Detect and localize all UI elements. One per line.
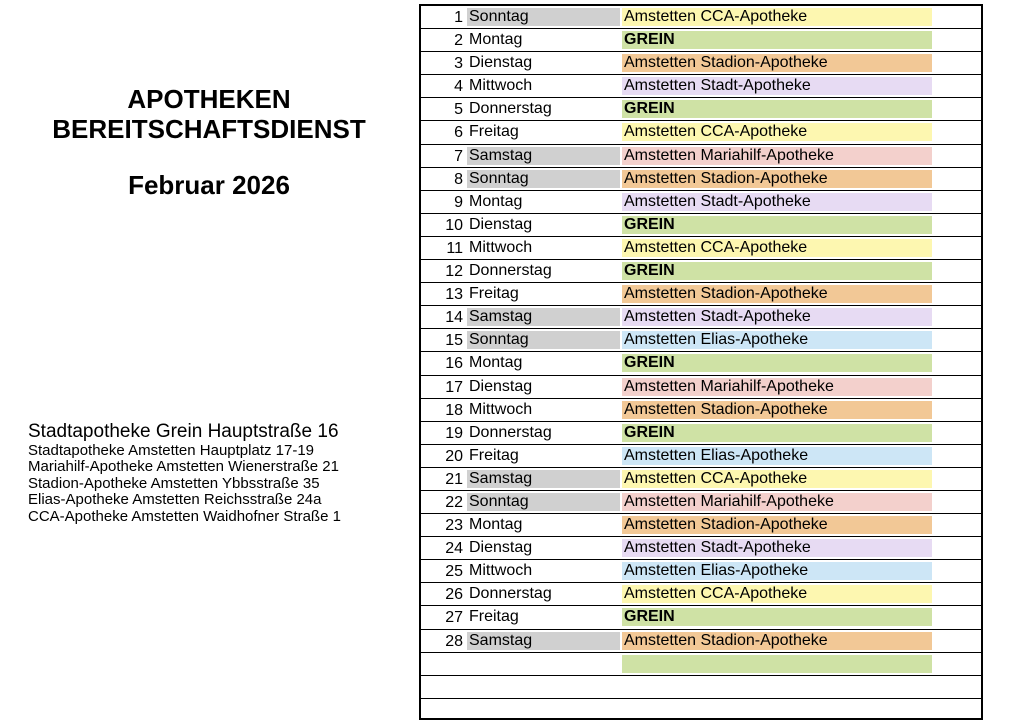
address-line: Mariahilf-Apotheke Amstetten Wienerstraße 21 — [28, 458, 339, 476]
pharmacy-cell: Amstetten Stadt-Apotheke — [622, 77, 932, 95]
schedule-row — [421, 306, 981, 329]
pharmacy-cell: Amstetten Stadt-Apotheke — [622, 308, 932, 326]
schedule-row — [421, 491, 981, 514]
pharmacy-cell — [622, 655, 932, 673]
month-heading: Februar 2026 — [128, 170, 290, 200]
day-number: 24 — [445, 540, 463, 558]
day-number: 15 — [445, 332, 463, 350]
day-number: 13 — [445, 286, 463, 304]
pharmacy-cell: Amstetten Stadion-Apotheke — [622, 54, 932, 72]
schedule-row — [421, 676, 981, 699]
day-number: 14 — [445, 309, 463, 327]
day-number: 6 — [454, 124, 463, 142]
title-line-2: BEREITSCHAFTSDIENST — [52, 114, 366, 144]
weekday-cell: Sonntag — [467, 8, 620, 26]
weekday-cell: Montag — [469, 516, 523, 534]
weekday-cell: Sonntag — [467, 493, 620, 511]
weekday-cell: Sonntag — [467, 331, 620, 349]
weekday-cell: Mittwoch — [469, 562, 533, 580]
day-number: 19 — [445, 424, 463, 442]
weekday-cell: Mittwoch — [469, 400, 533, 418]
schedule-row — [421, 145, 981, 168]
weekday-cell: Samstag — [467, 147, 620, 165]
pharmacy-cell: Amstetten Mariahilf-Apotheke — [622, 493, 932, 511]
day-number: 17 — [445, 378, 463, 396]
day-number: 9 — [454, 193, 463, 211]
pharmacy-cell: Amstetten Stadion-Apotheke — [622, 285, 932, 303]
day-number: 26 — [445, 586, 463, 604]
pharmacy-cell: GREIN — [622, 354, 932, 372]
weekday-cell: Freitag — [469, 123, 519, 141]
day-number: 3 — [454, 55, 463, 73]
weekday-cell: Montag — [469, 192, 523, 210]
pharmacy-cell: Amstetten Mariahilf-Apotheke — [622, 378, 932, 396]
day-number: 22 — [445, 493, 463, 511]
pharmacy-cell: Amstetten Elias-Apotheke — [622, 447, 932, 465]
schedule-row — [421, 283, 981, 306]
day-number: 11 — [446, 239, 463, 257]
weekday-cell: Freitag — [469, 285, 519, 303]
address-line: Stadtapotheke Amstetten Hauptplatz 17-19 — [28, 442, 315, 459]
pharmacy-cell: Amstetten Stadion-Apotheke — [622, 516, 932, 534]
schedule-row — [421, 699, 981, 720]
pharmacy-cell: Amstetten CCA-Apotheke — [622, 470, 932, 488]
schedule-row — [421, 560, 981, 583]
pharmacy-cell: Amstetten Stadt-Apotheke — [622, 193, 932, 211]
day-number: 23 — [445, 517, 463, 535]
schedule-row — [421, 29, 981, 52]
day-number: 7 — [454, 147, 463, 165]
schedule-row — [421, 514, 981, 537]
day-number: 1 — [454, 9, 463, 26]
pharmacy-cell: Amstetten Elias-Apotheke — [622, 331, 932, 349]
schedule-row — [421, 237, 981, 260]
address-line: Stadion-Apotheke Amstetten Ybbsstraße 35 — [28, 474, 320, 492]
title-line-1: APOTHEKEN — [127, 84, 291, 114]
weekday-cell: Sonntag — [467, 170, 620, 188]
pharmacy-cell: Amstetten CCA-Apotheke — [622, 123, 932, 141]
day-number: 5 — [454, 101, 463, 119]
pharmacy-cell: GREIN — [622, 31, 932, 49]
schedule-row — [421, 352, 981, 375]
pharmacy-cell — [622, 678, 932, 696]
weekday-cell: Dienstag — [469, 539, 533, 557]
pharmacy-cell: GREIN — [622, 100, 932, 118]
pharmacy-cell — [622, 701, 932, 719]
pharmacy-cell: GREIN — [622, 424, 932, 442]
pharmacy-cell: Amstetten Mariahilf-Apotheke — [622, 147, 932, 165]
schedule-row — [421, 399, 981, 422]
weekday-cell: Donnerstag — [469, 423, 552, 441]
schedule-row — [421, 537, 981, 560]
weekday-cell — [467, 701, 620, 719]
pharmacy-cell: Amstetten Stadion-Apotheke — [622, 170, 932, 188]
schedule-row — [421, 52, 981, 75]
weekday-cell: Samstag — [467, 308, 620, 326]
day-number: 27 — [445, 609, 463, 627]
schedule-row — [421, 376, 981, 399]
weekday-cell — [467, 655, 620, 673]
day-number: 16 — [445, 355, 463, 373]
pharmacy-cell: GREIN — [622, 216, 932, 234]
schedule-row — [421, 630, 981, 653]
schedule-row — [421, 329, 981, 352]
weekday-cell: Donnerstag — [469, 585, 552, 603]
weekday-cell: Dienstag — [469, 215, 533, 233]
day-number: 4 — [454, 78, 463, 96]
schedule-row — [421, 606, 981, 629]
weekday-cell: Dienstag — [469, 54, 533, 72]
schedule-row — [421, 214, 981, 237]
schedule-row — [421, 422, 981, 445]
schedule-row — [421, 121, 981, 144]
pharmacy-cell: GREIN — [622, 608, 932, 626]
weekday-cell: Donnerstag — [469, 262, 552, 280]
day-number: 2 — [454, 32, 463, 50]
schedule-row — [421, 75, 981, 98]
page-title — [24, 84, 394, 144]
schedule-row — [421, 191, 981, 214]
weekday-cell: Samstag — [467, 470, 620, 488]
schedule-row — [421, 168, 981, 191]
schedule-row — [421, 445, 981, 468]
day-number: 12 — [445, 263, 463, 281]
schedule-row — [421, 98, 981, 121]
weekday-cell: Montag — [469, 31, 523, 49]
pharmacy-cell: Amstetten CCA-Apotheke — [622, 239, 932, 257]
weekday-cell: Donnerstag — [469, 100, 552, 118]
weekday-cell: Mittwoch — [469, 77, 533, 95]
schedule-row — [421, 260, 981, 283]
day-number: 28 — [445, 632, 463, 650]
weekday-cell — [467, 678, 620, 696]
weekday-cell: Montag — [469, 354, 523, 372]
schedule-row — [421, 653, 981, 676]
pharmacy-cell: Amstetten Stadion-Apotheke — [622, 632, 932, 650]
weekday-cell: Mittwoch — [469, 238, 533, 256]
weekday-cell: Freitag — [469, 446, 519, 464]
day-number: 20 — [445, 447, 463, 465]
weekday-cell: Dienstag — [469, 377, 533, 395]
pharmacy-cell: Amstetten CCA-Apotheke — [622, 8, 932, 26]
schedule-row — [421, 468, 981, 491]
pharmacy-cell: Amstetten Stadion-Apotheke — [622, 401, 932, 419]
day-number: 25 — [445, 563, 463, 581]
schedule-row — [421, 583, 981, 606]
address-main: Stadtapotheke Grein Hauptstraße 16 — [28, 421, 339, 442]
day-number: 21 — [445, 470, 463, 488]
schedule-row — [421, 6, 981, 29]
pharmacy-cell: Amstetten Elias-Apotheke — [622, 562, 932, 580]
day-number: 8 — [454, 170, 463, 188]
weekday-cell: Freitag — [469, 608, 519, 626]
address-line: CCA-Apotheke Amstetten Waidhofner Straße 1 — [28, 507, 341, 525]
day-number: 18 — [445, 401, 463, 419]
address-line: Elias-Apotheke Amstetten Reichsstraße 24a — [28, 491, 322, 509]
pharmacy-cell: Amstetten Stadt-Apotheke — [622, 539, 932, 557]
pharmacy-address-list — [28, 421, 341, 525]
pharmacy-cell: GREIN — [622, 262, 932, 280]
weekday-cell: Samstag — [467, 632, 620, 650]
day-number: 10 — [445, 216, 463, 234]
pharmacy-cell: Amstetten CCA-Apotheke — [622, 585, 932, 603]
duty-schedule-table — [419, 4, 983, 720]
